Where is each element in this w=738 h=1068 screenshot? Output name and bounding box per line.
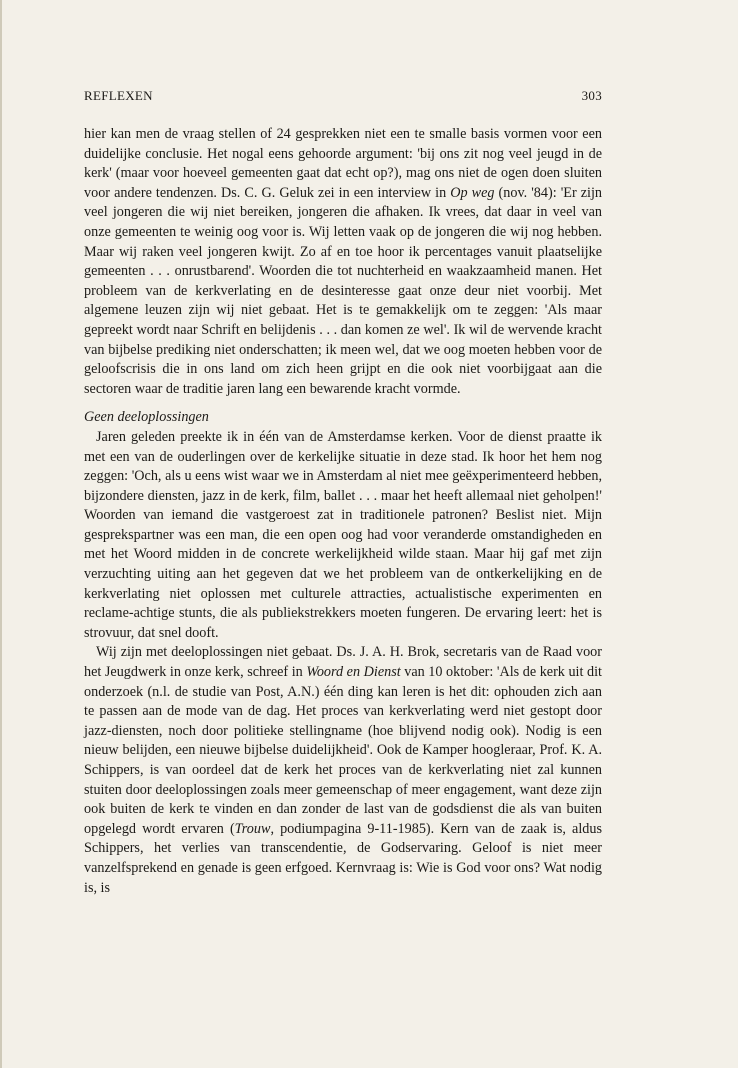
section-heading: Geen deeloplossingen: [84, 409, 209, 426]
running-title: REFLEXEN: [84, 88, 153, 103]
publication-title: Trouw: [234, 820, 271, 837]
paragraph: Wij zijn met deeloplossingen niet gebaat. Ds. J. A. H. Brok, secretaris van de Raad voor het Jeugdwerk in onze kerk, schreef in Woord en Dienst van 10 oktober: 'Als de kerk uit dit onderzoek (n.l. de studie van Post, A.N.) één ding kan leren is het dit: ophouden zich aan te passen aan de mode van de dag. Het proces van kerkverlating werd niet gestopt door jazz-diensten, noch door politieke stellingname (hoe blijvend nodig ook). Nodig is een nieuw belijden, een nieuwe bijbelse duidelijkheid'. Ook de Kamper hoogleraar, Prof. K. A. Schippers, is van oordeel dat de kerk het proces van de kerkverlating niet zal kunnen stuiten door deeloplossingen zoals meer gemeenschap of meer engagement, want deze zijn ook buiten de kerk te vinden en dan zonder de last van de godsdienst die als van buiten opgelegd wordt ervaren (Trouw, podiumpagina 9-11-1985). Kern van de zaak is, aldus Schippers, het verlies van transcendentie, de Godservaring. Geloof is niet meer vanzelfsprekend en genade is geen erfgoed. Kernvraag is: Wie is God voor ons? Wat nodig is, is: [84, 644, 603, 896]
publication-title: Woord en Dienst: [306, 664, 401, 681]
scan-edge: [0, 0, 2, 1068]
paragraph: Jaren geleden preekte ik in één van de Amsterdamse kerken. Voor de dienst praatte ik met een van de ouderlingen over de kerkelijke situatie in deze stad. Ik hoor het hem nog zeggen: 'Och, als u eens wist waar we in Amsterdam al niet mee geëxperimenteerd hebben, bijzondere diensten, jazz in de kerk, film, ballet . . . maar het heeft allemaal niet geholpen!' Woorden van iemand die vastgeroest zat in traditionele patronen? Beslist niet. Mijn gesprekspartner was een man, die een open oog had voor veranderde omstandigheden en met het Woord midden in de concrete werkelijkheid wilde staan. Maar hij gaf met zijn verzuchting uiting aan het gegeven dat we het probleem van de ontkerkelijking en de kerkverlating niet oplossen met culturele attracties, actualistische experimenten en reclame-achtige stunts, die als publiekstrekkers moeten fungeren. De ervaring leert: het is strovuur, dat snel dooft.: [84, 428, 602, 641]
publication-title: Op weg: [450, 184, 495, 201]
running-head: [84, 88, 602, 104]
paragraph-continuation: hier kan men de vraag stellen of 24 gesprekken niet een te smalle basis vormen voor een duidelijke conclusie. Het nogal eens gehoorde argument: 'bij ons zit nog veel jeugd in de kerk' (maar voor hoeveel gemeenten gaat dat echt op?), mag ons niet de ogen doen sluiten voor andere tendenzen. Ds. C. G. Geluk zei in een interview in Op weg (nov. '84): 'Er zijn veel jongeren die wij niet bereiken, jongeren die afhaken. Ik vrees, dat daar in veel van onze gemeenten te weinig oog voor is. Wij letten vaak op de jongeren die wij nog hebben. Maar wij raken veel jongeren kwijt. Zo af en toe hoor ik percentages vanuit plaatselijke gemeenten . . . onrustbarend'. Woorden die tot nuchterheid en waakzaamheid manen. Het probleem van de kerkverlating en de desinteresse gaat onze deur niet voorbij. Met algemene leuzen zijn wij niet gebaat. Het is te gemakkelijk om te zeggen: 'Als maar gepreekt wordt naar Schrift en belijdenis . . . dan komen ze wel'. Ik wil de wervende kracht van bijbelse prediking niet onderschatten; ik meen wel, dat we oog moeten hebben voor de geloofscrisis die in ons land om zich heen grijpt en die ook niet voorbijgaat aan die sectoren waar de traditie jaren lang een bewarende kracht vormde.: [84, 126, 602, 397]
page-number: 303: [581, 88, 602, 103]
body-text: [84, 125, 602, 898]
